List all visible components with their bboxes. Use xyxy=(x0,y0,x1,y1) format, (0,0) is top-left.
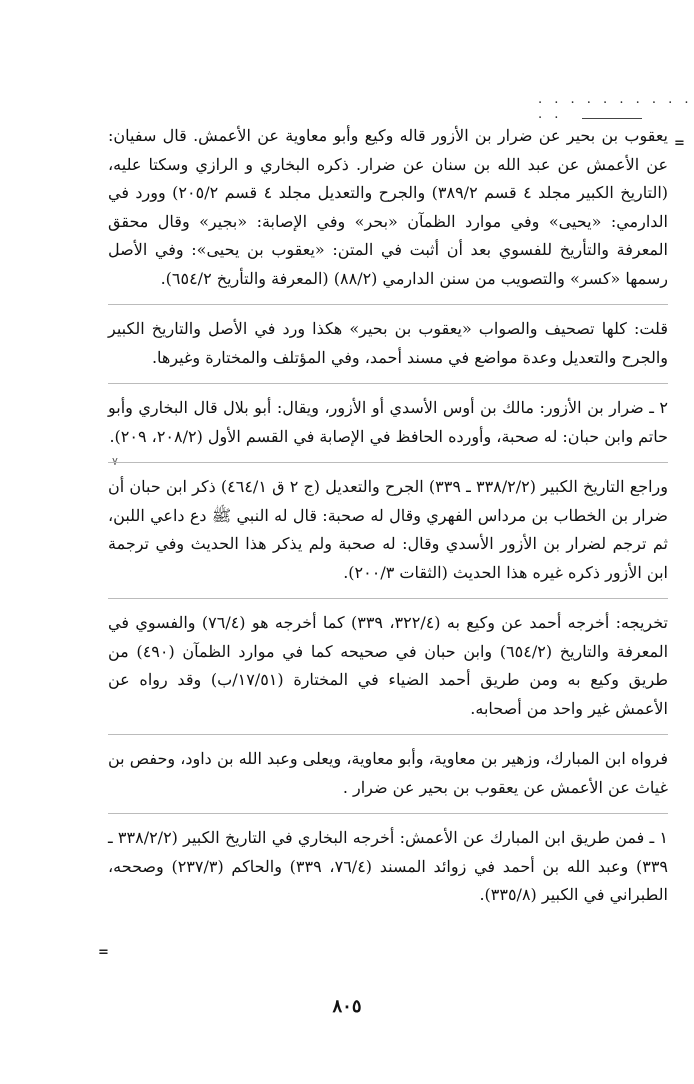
footnote-body xyxy=(108,122,668,910)
header-rule xyxy=(582,118,642,119)
continuation-mark-top: = xyxy=(674,136,685,151)
divider xyxy=(108,813,668,814)
divider xyxy=(108,383,668,384)
paragraph-5: تخريجه: أخرجه أحمد عن وكيع به (٣٢٢/٤، ٣٣٩) كما أخرجه هو (٧٦/٤) والفسوي في المعرفة والتاريخ (٦٥٤/٢) وابن حبان في صحيحه كما في موارد الظمآن (٤٩٠) من طريق وكيع به ومن طريق أحمد الضياء في المختارة (١٧/٥١/ب) وقد رواه عن الأعمش غير واحد من أصحابه. xyxy=(108,613,669,718)
paragraph-1: يعقوب بن بحير عن ضرار بن الأزور قاله وكيع وأبو معاوية عن الأعمش. قال سفيان: عن الأعمش عن عبد الله بن سنان عن ضرار. ذكره البخاري و الرازي وسكتا عليه، (التاريخ الكبير مجلد ٤ قسم ٣٨٩/٢) والجرح والتعديل مجلد ٤ قسم ٢٠٥/٢) وورد في الدارمي: «يحيى» وفي موارد الظمآن «بحر» وفي الإصابة: «بجير» وقال محقق المعرفة والتأريخ للفسوي بعد أن أثبت في المتن: «يعقوب بن يحيى»: وفي الأصل رسمها «كسر» والتصويب من سنن الدارمي (٨٨/٢) (المعرفة والتأريخ ٦٥٤/٢). xyxy=(108,126,669,288)
paragraph-7: ١ ـ فمن طريق ابن المبارك عن الأعمش: أخرجه البخاري في التاريخ الكبير (٣٣٨/٢/٢ ـ ٣٣٩) وعبد الله بن أحمد في زوائد المسند (٧٦/٤، ٣٣٩) والحاكم (٢٣٧/٣) وصححه، الطبراني في الكبير (٣٣٥/٨). xyxy=(108,828,669,904)
divider xyxy=(108,304,668,305)
divider xyxy=(108,598,668,599)
divider xyxy=(108,734,668,735)
divider xyxy=(108,462,668,463)
paragraph-4: وراجع التاريخ الكبير (٣٣٨/٢/٢ ـ ٣٣٩) الجرح والتعديل (ج ٢ ق ٤٦٤/١) ذكر ابن حبان أن ضرار بن الخطاب بن مرداس الفهري وقال له صحبة: قال له النبي ﷺ دع داعي اللبن، ثم ترجم لضرار بن الأزور الأسدي وقال: له صحبة ولم يذكر هذا الحديث وفي ترجمة ابن الأزور ذكره غيره هذا الحديث (الثقات ٢٠٠/٣). xyxy=(108,477,668,582)
header-dots: . . . . . . . . . . . . xyxy=(538,92,693,122)
continuation-mark-bottom: = xyxy=(98,945,109,960)
page-number: ٨٠٥ xyxy=(332,996,362,1017)
paragraph-3: ٢ ـ ضرار بن الأزور: مالك بن أوس الأسدي أو الأزور، ويقال: أبو بلال قال البخاري وأبو حاتم وابن حبان: له صحبة، وأورده الحافظ في الإصابة في القسم الأول (٢٠٨/٢، ٢٠٩). xyxy=(108,398,668,446)
paragraph-6: فرواه ابن المبارك، وزهير بن معاوية، وأبو معاوية، ويعلى وعبد الله بن داود، وحفص بن غياث عن الأعمش عن يعقوب بن بحير عن ضرار . xyxy=(108,749,669,797)
paragraph-2: قلت: كلها تصحيف والصواب «يعقوب بن بحير» هكذا ورد في الأصل والتاريخ الكبير والجرح والتعديل وعدة مواضع في مسند أحمد، وفي المؤتلف والمختارة وغيرها. xyxy=(108,319,668,367)
